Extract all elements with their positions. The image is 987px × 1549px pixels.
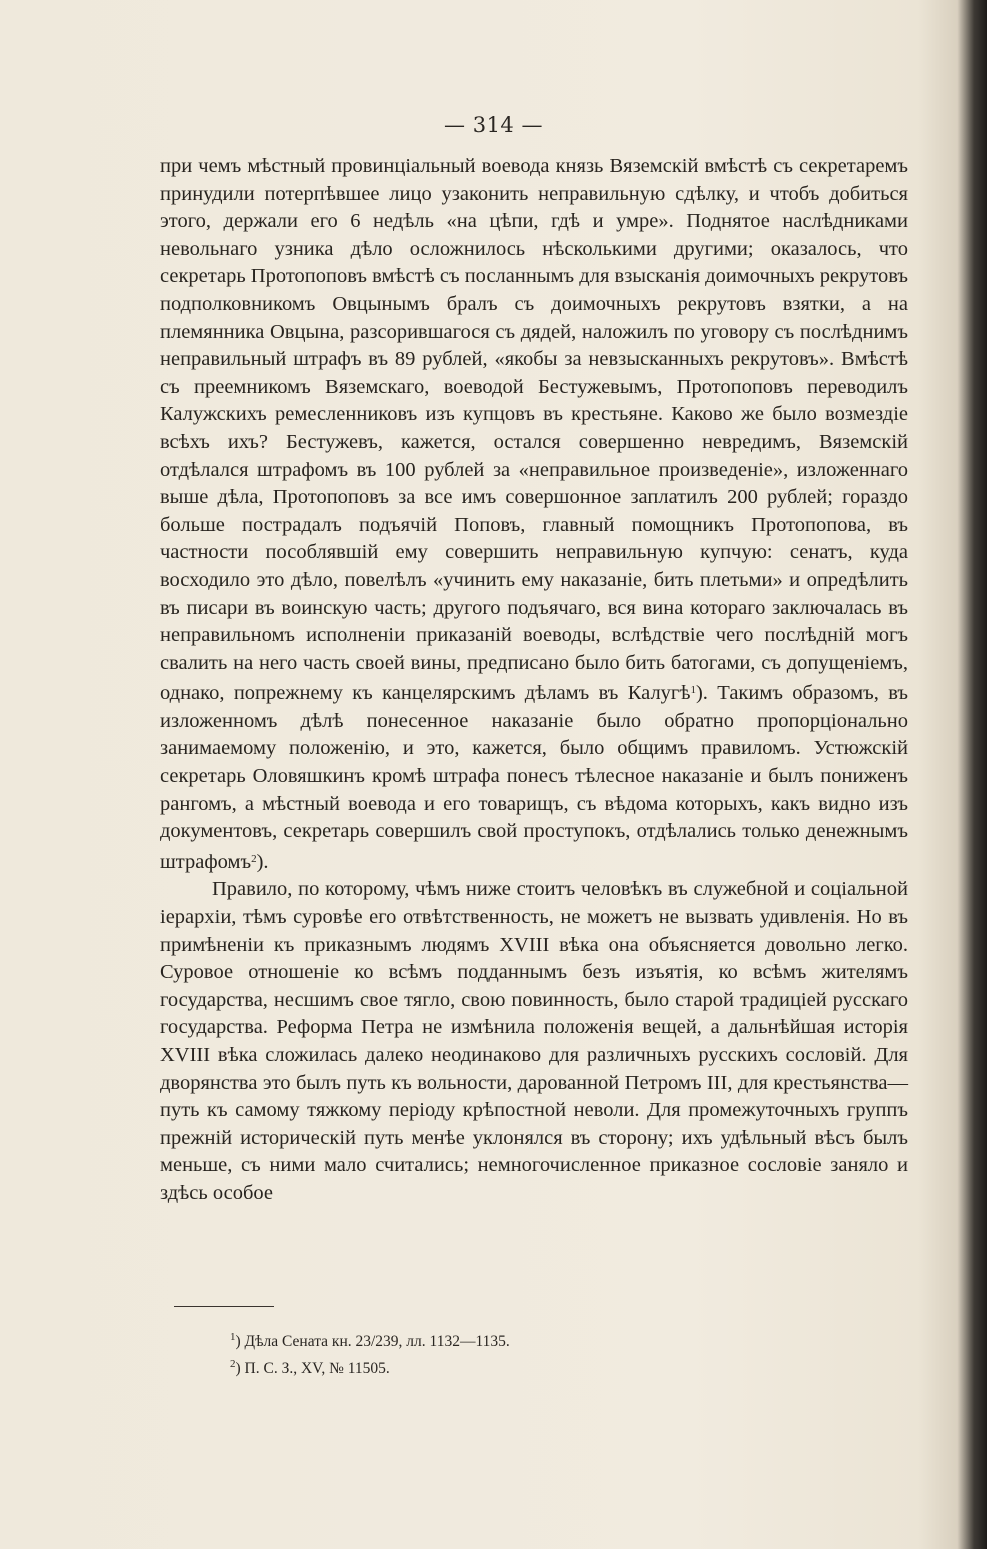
footnotes — [230, 1326, 830, 1380]
main-text — [160, 153, 908, 1208]
paragraph-text: ). — [256, 850, 269, 873]
footnote-text: ) Дѣла Сената кн. 23/239, лл. 1132—1135. — [235, 1333, 510, 1350]
page-number: — 314 — — [444, 113, 543, 137]
footnote-2 — [230, 1353, 830, 1380]
footnote-ref-2: 2 — [251, 852, 257, 865]
footnote-divider — [174, 1306, 274, 1307]
footnote-ref-1: 1 — [690, 684, 696, 697]
paragraph-text: Правило, по которому, чѣмъ ниже стоитъ человѣкъ въ служебной и соціальной іерархіи, тѣмъ суровѣе его отвѣтственность, не можетъ не вызвать удивленія. Но въ примѣненіи къ приказнымъ людямъ XVIII вѣка она объясняется довольно легко. Суровое отношеніе ко всѣмъ подданнымъ безъ изъятія, ко всѣмъ жителямъ государства, несшимъ свое тягло, свою повинность, было старой традиціей русскаго государства. Реформа Петра не измѣнила положенія вещей, а дальнѣйшая исторія XVIII вѣка сложилась далеко неодинаково для различныхъ русскихъ сословій. Для дворянства это былъ путь къ вольности, дарованной Петромъ III, для крестьянства—путь къ самому тяжкому періоду крѣпостной неволи. Для промежуточныхъ группъ прежній историческій путь менѣе уклонялся въ сторону; ихъ удѣльный вѣсъ былъ меньше, съ ними мало считались; немногочисленное приказное сословіе заняло и здѣсь особое — [160, 878, 908, 1204]
footnote-mark: 1 — [230, 1331, 236, 1343]
footnote-1 — [230, 1326, 830, 1353]
paragraph-text: ). Такимъ образомъ, въ изложенномъ дѣлѣ понесенное наказаніе было обратно пропорціонально занимаемому положенію, и это, кажется, было общимъ правиломъ. Устюжскій секретарь Оловяшкинъ кромѣ штрафа понесъ тѣлесное наказаніе и былъ пониженъ рангомъ, а мѣстный воевода и его товарищъ, съ вѣдома которыхъ, какъ видно изъ документовъ, секретарь совершилъ свой проступокъ, отдѣлались только денежнымъ штрафомъ — [160, 682, 908, 873]
footnote-mark: 2 — [230, 1358, 236, 1370]
paragraph-1 — [160, 153, 908, 876]
paragraph-2 — [160, 876, 908, 1207]
paragraph-text: при чемъ мѣстный провинціальный воевода князь Вяземскій вмѣстѣ съ секретаремъ принудили потерпѣвшее лицо узаконить неправильную сдѣлку, и чтобъ добиться этого, держали его 6 недѣль «на цѣпи, гдѣ и умре». Поднятое наслѣдниками невольнаго узника дѣло осложнилось нѣсколькими другими; оказалось, что секретарь Протопоповъ вмѣстѣ съ посланнымъ для взысканія доимочныхъ рекрутовъ подполковникомъ Овцынымъ бралъ съ доимочныхъ рекрутовъ взятки, а на племянника Овцына, разсорившагося съ дядей, наложилъ по уговору съ послѣднимъ неправильный штрафъ въ 89 рублей, «якобы за невзысканныхъ рекрутовъ». Вмѣстѣ съ преемникомъ Вяземскаго, воеводой Бестужевымъ, Протопоповъ переводилъ Калужскихъ ремесленниковъ изъ купцовъ въ крестьяне. Каково же было возмездіе всѣхъ ихъ? Бестужевъ, кажется, остался совершенно невредимъ, Вяземскій отдѣлался штрафомъ въ 100 рублей за «неправильное произведеніе», изложеннаго выше дѣла, Протопоповъ за все имъ совершонное заплатилъ 200 рублей; гораздо больше пострадалъ подъячій Поповъ, главный помощникъ Протопопова, въ частности пособлявшій ему совершить неправильную купчую: сенатъ, куда восходило это дѣло, повелѣлъ «учинить ему наказаніе, бить плетьми» и опредѣлить въ писари въ воинскую часть; другого подъячаго, вся вина котораго заключалась въ неправильномъ исполненіи приказаній воеводы, вслѣдствіе чего послѣдній могъ свалить на него часть своей вины, предписано было бить батогами, съ допущеніемъ, однако, попрежнему къ канцелярскимъ дѣламъ въ Калугѣ — [160, 155, 908, 705]
footnote-text: ) П. С. З., XV, № 11505. — [235, 1360, 390, 1377]
